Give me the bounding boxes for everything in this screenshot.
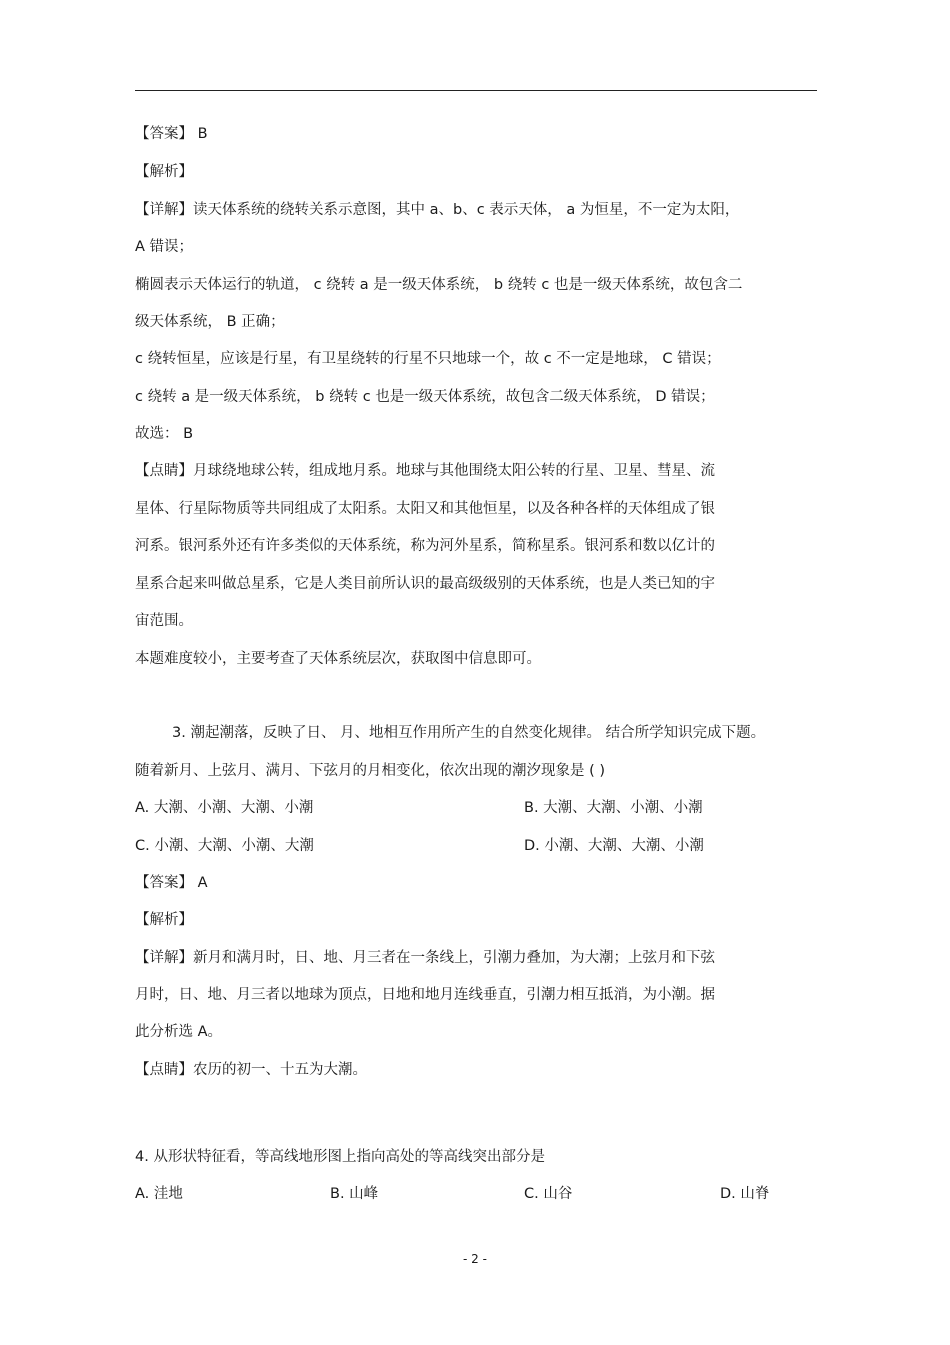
- q2-detail-line-6: c 绕转 a 是一级天体系统， b 绕转 c 也是一级天体系统，故包含二级天体系统， D 错误；: [135, 389, 715, 405]
- q3-option-b: B. 大潮、大潮、小潮、小潮: [524, 800, 703, 816]
- q2-detail-line-5: c 绕转恒星，应该是行星，有卫星绕转的行星不只地球一个，故 c 不一定是地球， C 错误；: [135, 351, 721, 367]
- q2-answer: 【答案】 B: [135, 126, 208, 142]
- q3-option-d: D. 小潮、大潮、大潮、小潮: [524, 838, 704, 854]
- q2-detail-line-3: 椭圆表示天体运行的轨道， c 绕转 a 是一级天体系统， b 绕转 c 也是一级天体系统，故包含二: [135, 277, 743, 293]
- q3-option-a: A. 大潮、小潮、大潮、小潮: [135, 800, 314, 816]
- q2-tip-line-3: 河系。银河系外还有许多类似的天体系统，称为河外星系，简称星系。银河系和数以亿计的: [135, 538, 715, 554]
- header-rule: [135, 90, 817, 91]
- q2-tip-line-6: 本题难度较小，主要考查了天体系统层次，获取图中信息即可。: [135, 651, 541, 667]
- q2-tip-line-4: 星系合起来叫做总星系，它是人类目前所认识的最高级级别的天体系统，也是人类已知的宇: [135, 576, 715, 592]
- q2-tip-line-5: 宙范围。: [135, 613, 193, 629]
- q2-detail-line-1: 【详解】读天体系统的绕转关系示意图，其中 a、b、c 表示天体， a 为恒星，不一定为太阳，: [135, 202, 740, 218]
- page-number: - 2 -: [463, 1252, 487, 1266]
- q2-tip-line-2: 星体、行星际物质等共同组成了太阳系。太阳又和其他恒星，以及各种各样的天体组成了银: [135, 501, 715, 517]
- q4-option-d: D. 山脊: [720, 1186, 770, 1202]
- q2-detail-line-4: 级天体系统， B 正确；: [135, 314, 285, 330]
- q2-analysis-heading: 【解析】: [135, 164, 193, 180]
- q3-stem-line-2: 随着新月、上弦月、满月、下弦月的月相变化，依次出现的潮汐现象是 ( ): [135, 763, 606, 779]
- q3-answer: 【答案】 A: [135, 875, 208, 891]
- q3-option-c: C. 小潮、大潮、小潮、大潮: [135, 838, 314, 854]
- q4-option-c: C. 山谷: [524, 1186, 573, 1202]
- q3-detail-line-2: 月时，日、地、月三者以地球为顶点，日地和地月连线垂直，引潮力相互抵消，为小潮。据: [135, 987, 715, 1003]
- q3-stem-line-1: 3. 潮起潮落，反映了日、 月、地相互作用所产生的自然变化规律。 结合所学知识完成下题。: [172, 725, 766, 741]
- q2-tip-line-1: 【点睛】月球绕地球公转，组成地月系。地球与其他围绕太阳公转的行星、卫星、彗星、流: [135, 463, 715, 479]
- q4-option-a: A. 洼地: [135, 1186, 183, 1202]
- q3-analysis-heading: 【解析】: [135, 912, 193, 928]
- q4-stem: 4. 从形状特征看，等高线地形图上指向高处的等高线突出部分是: [135, 1149, 545, 1165]
- q3-tip: 【点睛】农历的初一、十五为大潮。: [135, 1062, 367, 1078]
- q2-detail-line-2: A 错误；: [135, 239, 194, 255]
- q3-detail-line-1: 【详解】新月和满月时，日、地、月三者在一条线上，引潮力叠加，为大潮；上弦月和下弦: [135, 950, 715, 966]
- q3-detail-line-3: 此分析选 A。: [135, 1024, 223, 1040]
- q4-option-b: B. 山峰: [330, 1186, 379, 1202]
- q2-conclusion: 故选： B: [135, 426, 194, 442]
